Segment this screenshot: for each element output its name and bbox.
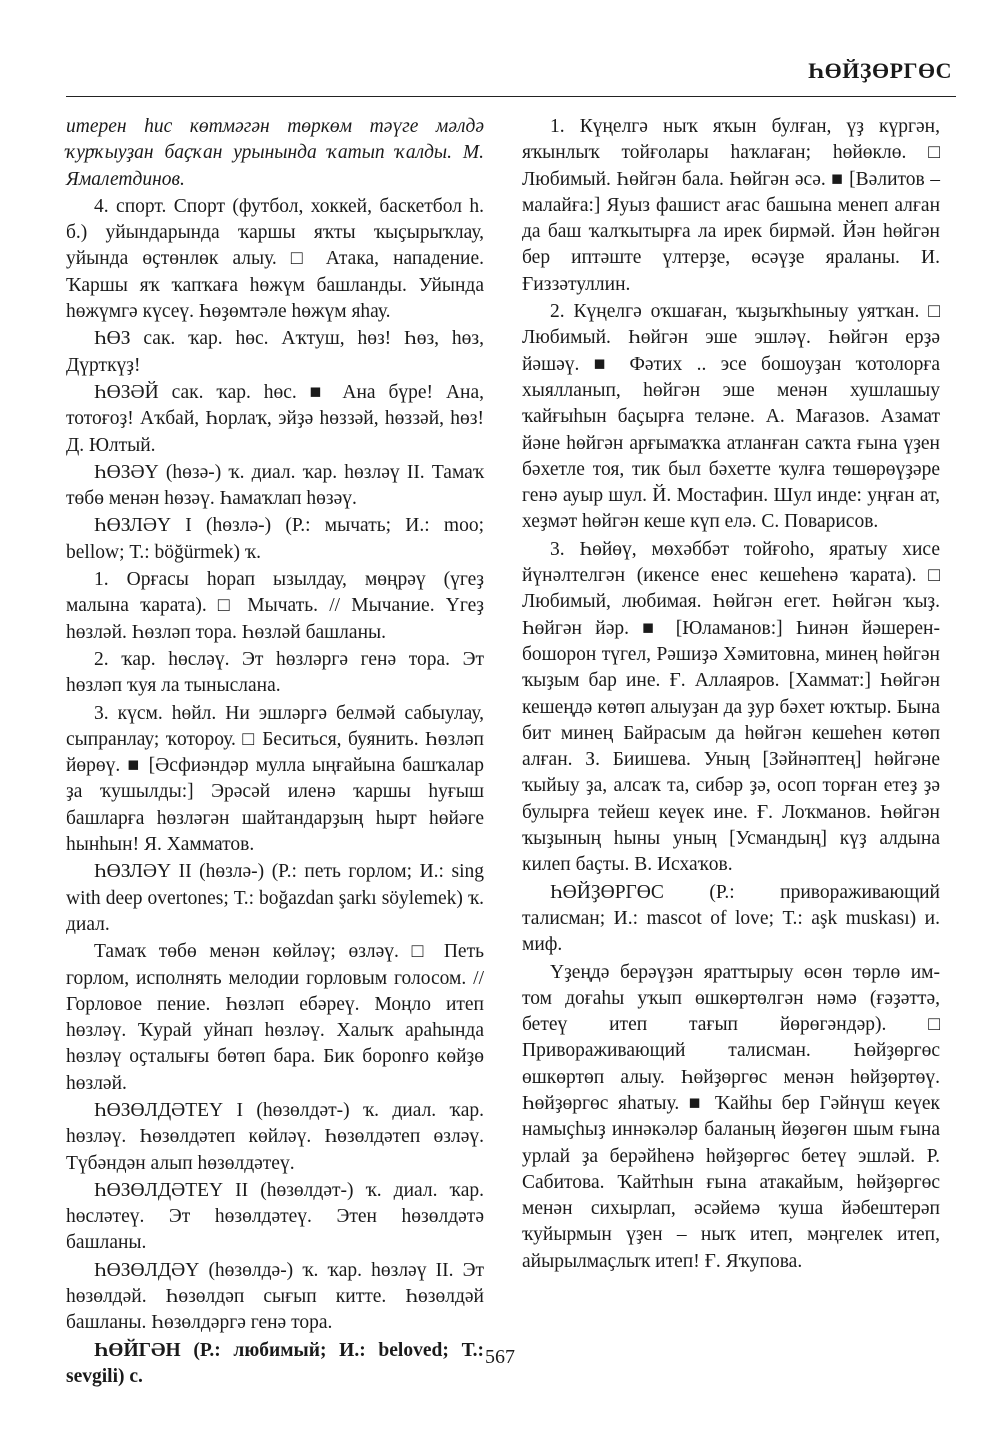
header-rule bbox=[66, 96, 956, 97]
entry-paragraph: ҺӨЗ сак. ҡар. һөс. Аҡтуш, һөз! Һөз, һөз, Дүрткүҙ! bbox=[66, 328, 484, 376]
sense-paragraph: 4. спорт. Спорт (футбол, хоккей, баскетбол һ. б.) уйындарында ҡаршы яҡты ҡыҫырыҡлау, уйында өҫтөнлөк алыу. □ Атака, нападение. Ҡаршы яҡ ҡапҡаға һөжүм башланды. Уйында һөжүмгә күсеү. Һөҙөмтәле һөжүм яһау. bbox=[66, 195, 484, 323]
sense-paragraph: Тамаҡ төбө менән көйләү; өзләү. □ Петь горлом, исполнять мелодии горловым голосом. // Горловое пение. Һөзләп ебәреү. Моңло итеп һөзләү. Ҡурай уйнап һөзләү. Халыҡ араһында һөзләү оҫталығы бөтөп бара. Бик борonғо көйҙө һөзләй. bbox=[66, 941, 484, 1094]
running-head: ҺӨЙҘӨРГӨС bbox=[807, 58, 952, 83]
sense-paragraph: 2. ҡар. һөсләү. Эт һөзләргә генә тора. Эт һөзләп ҡуя ла тыныслана. bbox=[66, 648, 484, 697]
page-number: 567 bbox=[485, 1346, 515, 1368]
entry-paragraph: ҺӨЗЛӘҮ I (һөзлә-) (Р.: мычать; И.: moo; bellow; Т.: böğürmek) ҡ. bbox=[66, 515, 484, 563]
left-column bbox=[66, 114, 484, 1391]
entry-paragraph: ҺӨЗӨЛДӘТЕҮ II (һөзөлдәт-) ҡ. диал. ҡар. һөсләтеү. Эт һөзөлдәтеү. Этен һөзөлдәтә башланы. bbox=[66, 1179, 484, 1254]
sense-paragraph: 3. Һөйөү, мөхәббәт тойғоһо, яратыу хисе йүнәлтелгән (икенсе енес кешеһенә ҡарата). □ Любимый, любимая. Һөйгән егет. Һөйгән ҡыҙ. Һөйгән йәр. ■ [Юламанов:] Һинән йәшерен-бошорон түгел, Рәшиҙә Хәмитовна, минең һөйгән ҡыҙым бар ине. Ғ. Аллаяров. [Хаммат:] Һөйгән кешеңдә көтөп алыуҙан да ҙур бәхет юҡтыр. Бына бит минең Байрасым да һөйгән кешеһен көтөп алған. З. Биишева. Уның [Зәйнәптең] һөйгәне ҡыйыу ҙа, алсаҡ та, сибәр ҙә, осоп торған етеҙ ҙә булырға тейеш кеүек ине. Ғ. Лоҡманов. Һөйгән ҡыҙының һыны уның [Усмандың] күҙ алдына килеп баҫты. В. Исхаҡов. bbox=[522, 538, 940, 876]
sense-paragraph: 1. Орғасы һорап ызылдау, мөңрәү (үгеҙ малына ҡарата). □ Мычать. // Мычание. Үгеҙ һөзләй. Һөзләп тора. Һөзләй башланы. bbox=[66, 569, 484, 643]
entry-continuation: итерен һис көтмәгән төркөм тәүге мәлдә ҡурҡыуҙан баҫҡан урынында ҡатып ҡалды. М. Ямалетдинов. bbox=[66, 116, 484, 190]
sense-paragraph: 1. Күңелгә ныҡ яҡын булған, үҙ күргән, яҡынлыҡ тойғолары һаҡлаған; һөйөклө. □ Любимый. Һөйгән бала. Һөйгән әсә. ■ [Вәлитов – малайға:] Яуыз фашист ағас башына менеп алған да баш ҡалҡытырға ла ирек бирмәй. Йән һөйгән бер иптәште үлтерҙе, өсәүҙе яраланы. И. Ғиззәтуллин. bbox=[522, 116, 940, 295]
entry-paragraph: ҺӨЗӘЙ сак. ҡар. һөс. ■ Ана бүре! Ана, тотоғоҙ! Аҡбай, Һорлаҡ, эйҙә һөззәй, һөззәй, һөз! Д. Юлтый. bbox=[66, 381, 484, 456]
entry-paragraph: ҺӨЗӨЛДӘТЕҮ I (һөзөлдәт-) ҡ. диал. ҡар. һөзләү. Һөзөлдәтеп көйләү. Һөзөлдәтеп өзләү. Түбәндән алып һөзөлдәтеү. bbox=[66, 1099, 484, 1174]
sense-paragraph: 3. күсм. һөйл. Ни эшләргә белмәй сабыулау, сыпранлау; ҡотороу. □ Беситься, буянить. Һөзләп йөрөү. ■ [Әсфиәндәр мулла ыңғайына башҡалар ҙа ҡушылды:] Эрәсәй иленә ҡаршы һуғыш башларға һөзләгән шайтандарҙың һырт һөйәге һынһын! Я. Хамматов. bbox=[66, 702, 484, 856]
entry-paragraph: ҺӨЙГӘН (Р.: любимый; И.: beloved; Т.: sevgili) с. bbox=[66, 1339, 484, 1387]
sense-paragraph: Үҙеңдә берәүҙән яраттырыу өсөн төрлө им-том доғаһы уҡып өшкөртөлгән нәмә (ғәҙәттә, бетеү итеп тағып йөрөгәндәр). □ Привораживающий талисман. Һөйҙөргөс өшкөртөп алыу. Һөйҙөргөс менән һөйҙөртөү. Һөйҙөргөс яһатыу. ■ Ҡайһы бер Гәйнүш кеүек намыҫһыҙ иннәкәләр баланың йөҙөгөн шым ғына урлай ҙа берәйһенә һөйҙөргөс бетеү эшләй. Р. Сабитова. Ҡайтһын ғына атакайым, һөйҙөргөс менән сихырлап, әсәйемә ҡуша йәбештерәп ҡуйырмын үҙен – ныҡ итеп, мәңгелек итеп, айырылмаҫлыҡ итеп! Ғ. Яҡупова. bbox=[522, 961, 940, 1272]
right-column bbox=[522, 114, 940, 1276]
entry-paragraph: ҺӨЗӘҮ (һөзә-) ҡ. диал. ҡар. һөзләү II. Тамаҡ төбө менән һөзәү. Һамаҡлап һөзәү. bbox=[66, 461, 484, 510]
sense-paragraph: 2. Күңелгә оҡшаған, ҡыҙыҡһыныу уятҡан. □ Любимый. Һөйгән эше эшләү. Һөйгән ерҙә йәшәү. ■ Фәтих .. эсе бошоуҙан ҡотолорға хыялланып, һөйгән эше менән хушлашыу ҡайғыһын баҫырға теләне. А. Мағазов. Азамат йәне һөйгән арғымаҡҡа атланған саҡта ғына үҙен бәхетле тоя, тик был бәхетте ҡулға төшөрөүҙәре генә ауыр шул. Й. Мостафин. Шул инде: уңған ат, хеҙмәт һөйгән кеше күп елә. С. Поварисов. bbox=[522, 301, 940, 533]
entry-paragraph: ҺӨЙҘӨРГӨС (Р.: привораживающий талисман; И.: mascot of love; Т.: aşk muskası) и. миф. bbox=[522, 881, 940, 956]
entry-paragraph: ҺӨЗЛӘҮ II (һөзлә-) (Р.: петь горлом; И.: sing with deep overtones; Т.: boğazdan şarkı söylemek) ҡ. диал. bbox=[66, 861, 484, 935]
entry-paragraph: ҺӨЗӨЛДӘҮ (һөзөлдә-) ҡ. ҡар. һөзләү II. Эт һөзөлдәй. Һөзөлдәп сығып китте. Һөзөлдәй башланы. Һөзөлдәргә генә тора. bbox=[66, 1259, 484, 1334]
